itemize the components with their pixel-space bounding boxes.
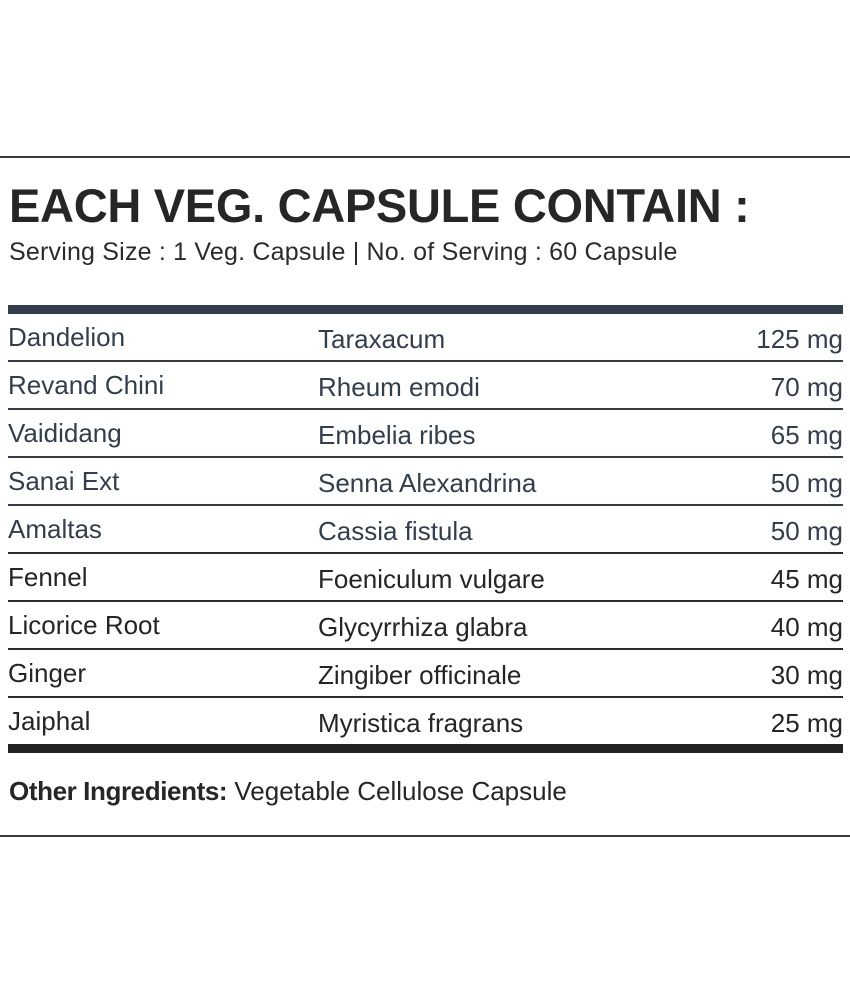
table-row <box>8 506 843 554</box>
serving-info: Serving Size : 1 Veg. Capsule | No. of Serving : 60 Capsule <box>9 238 678 266</box>
amount: 25 mg <box>770 708 843 738</box>
common-name: Vaididang <box>8 418 122 448</box>
botanical-name: Taraxacum <box>318 324 446 354</box>
amount: 40 mg <box>770 612 843 642</box>
common-name: Licorice Root <box>8 610 160 640</box>
table-row <box>8 410 843 458</box>
table-row <box>8 554 843 602</box>
table-row <box>8 698 843 744</box>
table-header-bar <box>8 305 843 314</box>
other-ingredients <box>9 774 567 808</box>
other-ingredients-label: Other Ingredients: <box>9 776 228 806</box>
table-row <box>8 458 843 506</box>
amount: 45 mg <box>770 564 843 594</box>
other-ingredients-value: Vegetable Cellulose Capsule <box>227 776 567 806</box>
table-row <box>8 650 843 698</box>
table-row <box>8 602 843 650</box>
common-name: Ginger <box>8 658 87 688</box>
amount: 50 mg <box>770 468 843 498</box>
common-name: Jaiphal <box>8 706 91 736</box>
amount: 70 mg <box>770 372 843 402</box>
botanical-name: Zingiber officinale <box>318 660 522 690</box>
bottom-divider <box>0 835 850 837</box>
table-row <box>8 362 843 410</box>
top-divider <box>0 156 850 158</box>
botanical-name: Embelia ribes <box>318 420 476 450</box>
botanical-name: Rheum emodi <box>318 372 480 402</box>
botanical-name: Glycyrrhiza glabra <box>318 612 528 642</box>
botanical-name: Cassia fistula <box>318 516 473 546</box>
common-name: Fennel <box>8 562 88 592</box>
common-name: Revand Chini <box>8 370 165 400</box>
amount: 30 mg <box>770 660 843 690</box>
common-name: Sanai Ext <box>8 466 120 496</box>
botanical-name: Myristica fragrans <box>318 708 524 738</box>
common-name: Dandelion <box>8 322 126 352</box>
ingredients-table <box>8 305 843 753</box>
amount: 125 mg <box>756 324 843 354</box>
amount: 50 mg <box>770 516 843 546</box>
botanical-name: Foeniculum vulgare <box>318 564 545 594</box>
amount: 65 mg <box>770 420 843 450</box>
botanical-name: Senna Alexandrina <box>318 468 537 498</box>
table-row <box>8 314 843 362</box>
label-title: EACH VEG. CAPSULE CONTAIN : <box>9 179 750 232</box>
common-name: Amaltas <box>8 514 102 544</box>
